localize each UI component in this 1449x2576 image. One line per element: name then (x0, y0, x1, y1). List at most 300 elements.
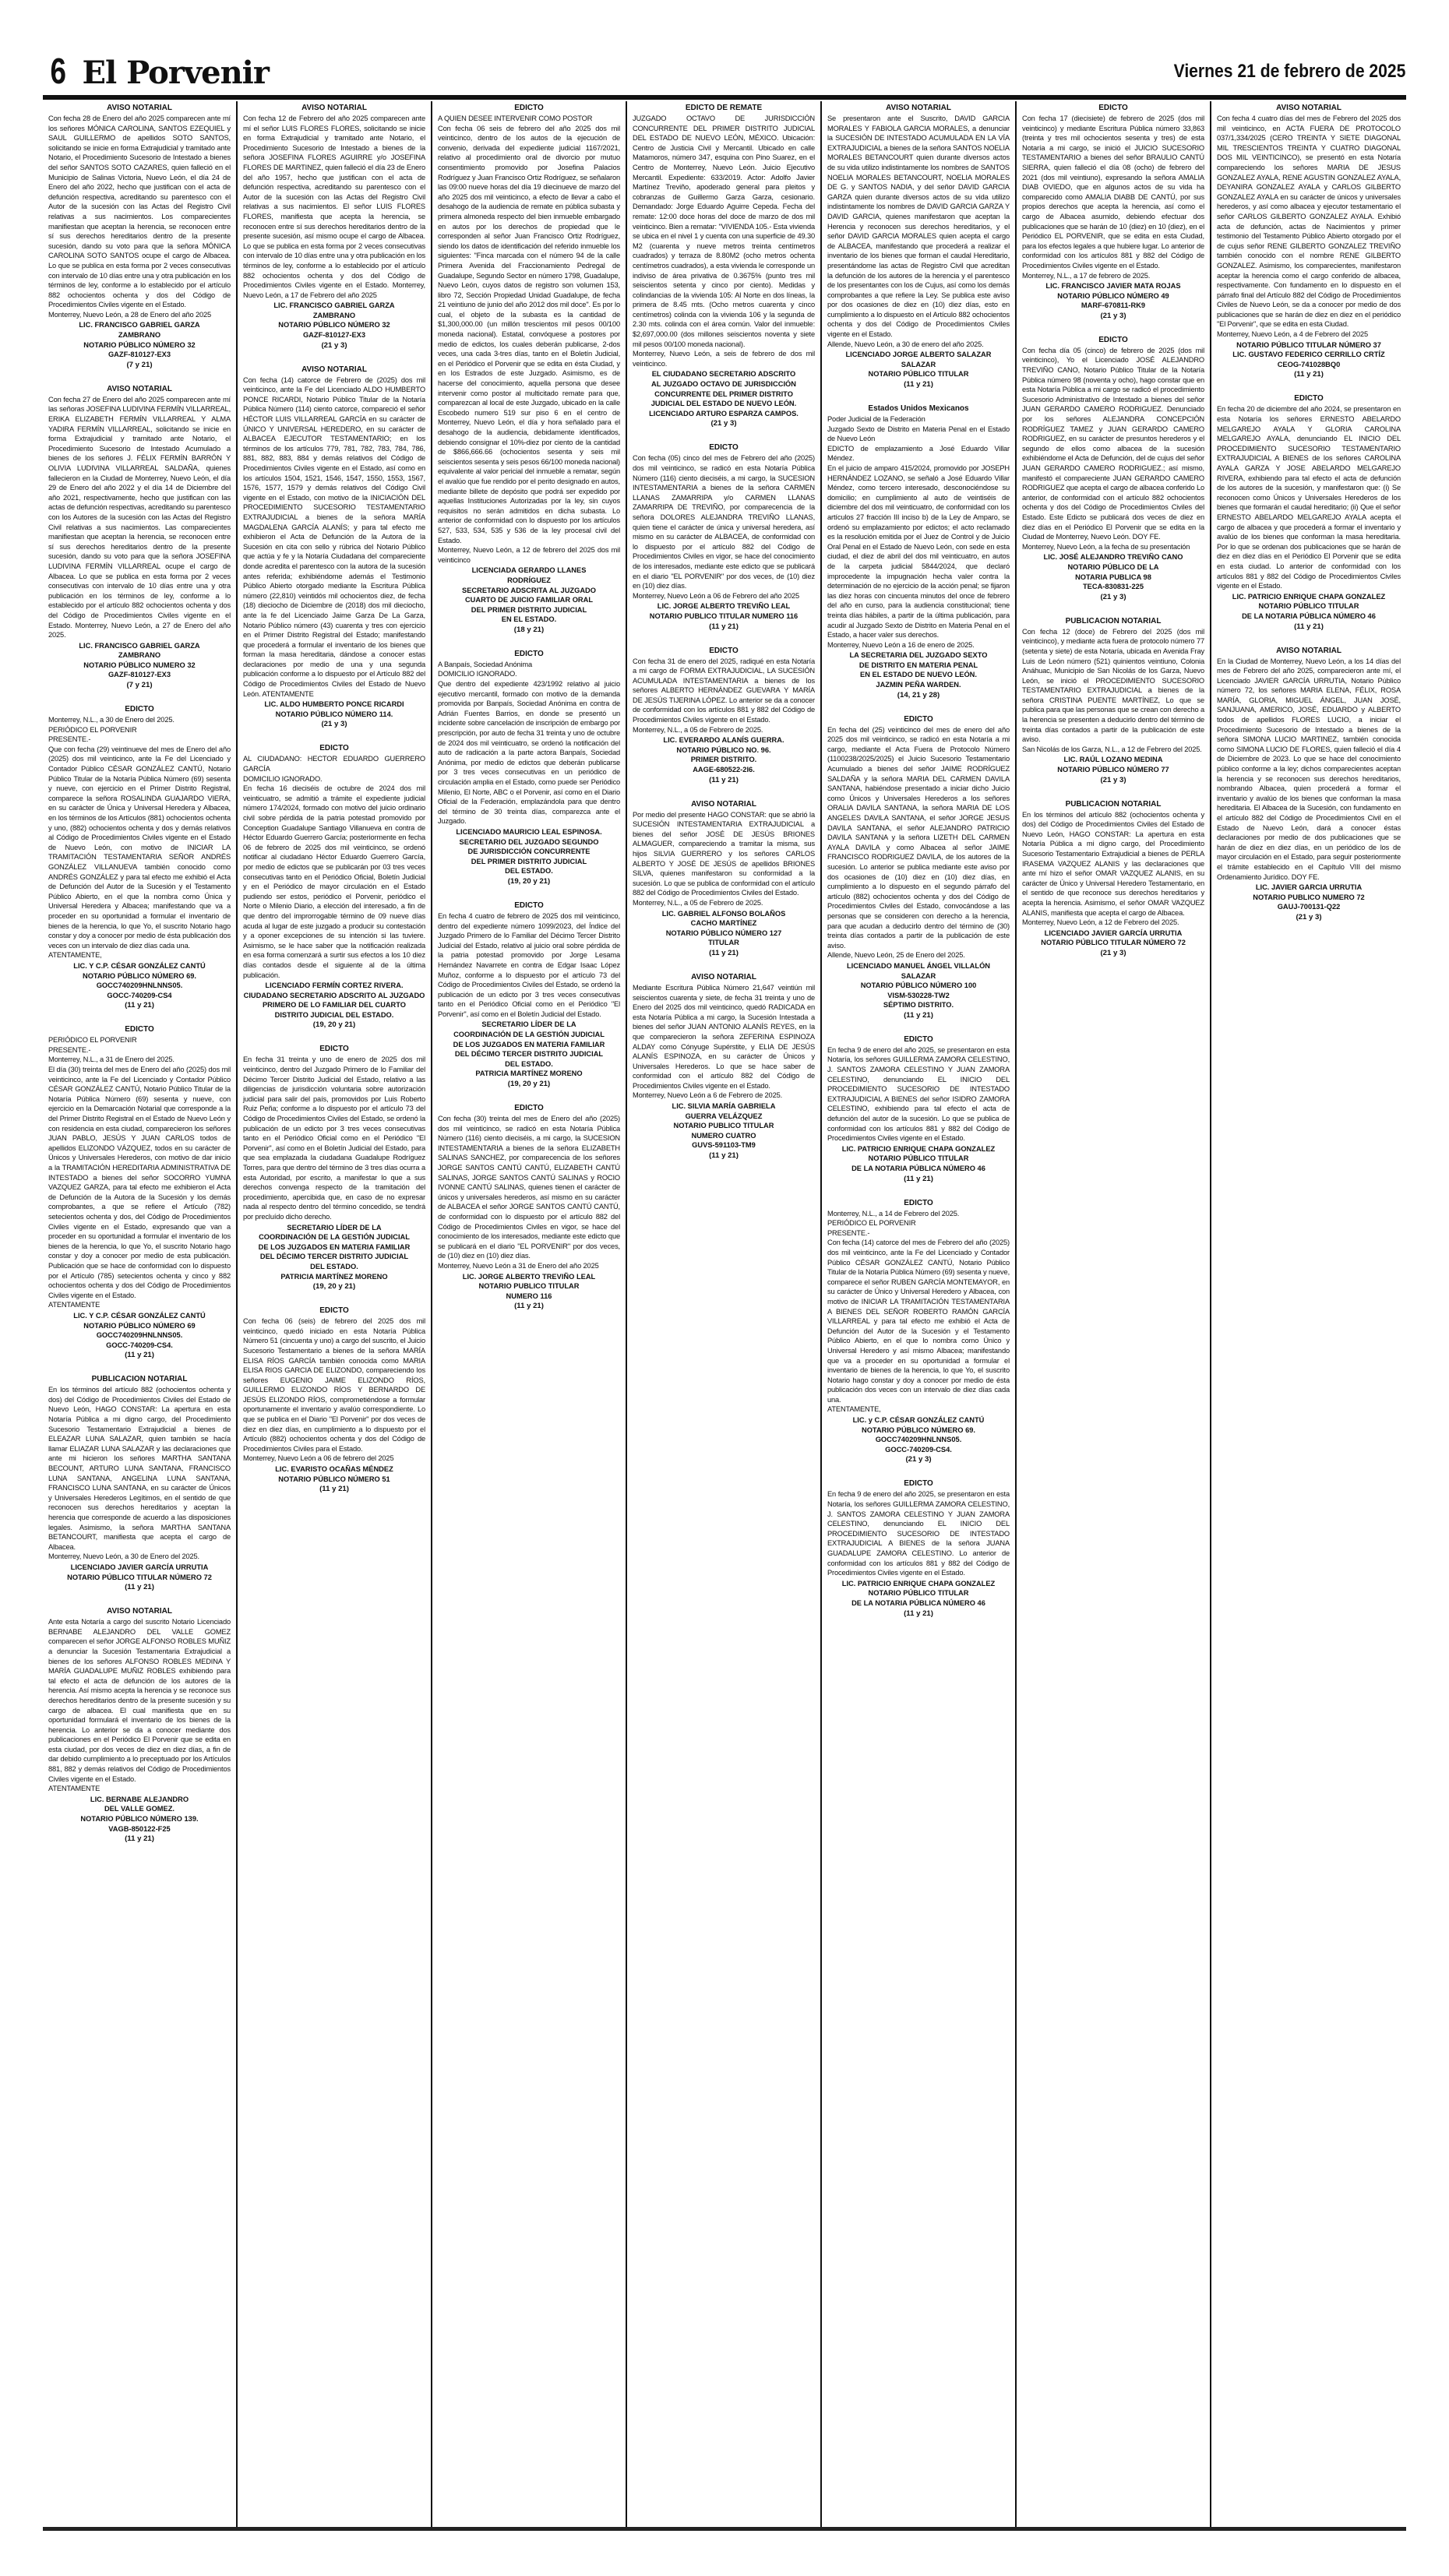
notice-paragraph: Monterrey, N.L., a 05 de Febrero de 2025. (633, 725, 763, 734)
signature-line: LICENCIADO ARTURO ESPARZA CAMPOS. (649, 409, 799, 418)
signature-line: DEL ESTADO. (505, 867, 553, 876)
signature-line: LIC. PATRICIO ENRIQUE CHAPA GONZALEZ (841, 1144, 996, 1153)
signature-line: NOTARIO PÚBLICO NÚMERO 77 (1057, 766, 1169, 774)
notice-paragraph: En fecha 9 de enero del año 2025, se presentaron en esta Notaría, los señores GUILLERMA ZAMORA CELESTINO, J. SANTOS ZAMORA CELESTINO Y JUAN ZAMORA CELESTINO, denunciando EL INICIO DEL PROCEDIMIENTO SUCESORIO DE INTESTADO EXTRAJUDICIAL A BIENES del señor ISIDRO ZAMORA CELESTINO, exhibiendo para tal efecto el acta de defunción del autor de la sucesión. Lo que se publica de conformidad con los artículos 881 y 882 del Código de Procedimientos Civiles vigente en el Estado. (827, 1045, 1010, 1143)
signature-line: ZAMBRANO (118, 331, 161, 340)
legal-notice (827, 1198, 1010, 1465)
publication-dates: (11 y 21) (904, 380, 933, 389)
signature-line: NUMERO CUATRO (691, 1131, 756, 1140)
notice-paragraph: Con fecha 27 de Enero del año 2025 comparecen ante mí las señoras JOSEFINA LUDIVINA FERMÍN VILLARREAL, ERIKA ELIZABETH FERMÍN VILLARREAL Y ALMA YADIRA FERMÍN VILLARREAL, solicitando se inicie en forma Extrajudicial y tramitado ante Notario, el Procedimiento Sucesorio de Intestado Acumulado a bienes de los señores J. FÉLIX FERMÍN BARRÓN Y OLIVIA LUDIVINA VILLARREAL SALDAÑA, quienes fallecieron en la Ciudad de Monterrey, Nuevo León, el día 29 de Enero del año 2022 y el día 14 de Diciembre del año 2021, respectivamente, hecho que justifican con las actas de defunción respectivas, acreditando su parentesco con los Autores de la sucesión con las Actas del Registro Civil relativas a sus nacimientos. Las comparecientes manifiestan que aceptan la herencia, se reconocen entre sí sus derechos hereditarios dentro de la presente sucesión, dando su voto para que la señora JOSEFINA LUDIVINA FERMÍN VILLARREAL ocupe el cargo de Albacea. Lo que se publica en esta forma por 2 veces consecutivas con intervalo de 10 días entre una y otra publicación en los términos de ley, conforme a lo establecido por el artículo 882 ochocientos ochenta y dos del Código de Procedimientos Civiles vigente en el Estado. Monterrey, Nuevo León, a 27 de Enero del año 2025. (48, 395, 231, 640)
signature-line: NOTARIA PUBLICA 98 (1075, 573, 1151, 581)
column-5 (822, 101, 1017, 2527)
notice-signature (438, 566, 620, 625)
notice-paragraph: Monterrey, Nuevo León, a seis de febrero de dos mil veinticinco. (633, 350, 815, 368)
legal-notice (243, 1044, 425, 1292)
notice-title: AVISO NOTARIAL (1276, 645, 1341, 655)
notice-paragraph: Con fecha 4 cuatro días del mes de Febrero del 2025 dos mil veinticinco, en ACTA FUERA DE PROTOCOLO 037/1,334/2025 (CERO TREINTA Y SIETE DIAGONAL MIL TRESCIENTOS TREINTA Y CUATRO DIAGONAL DOS MIL VEINTICINCO), se presentó en esta Notaría compareciendo los señores MARIA DE JESUS GONZALEZ AYALA, RENE AGUSTIN GONZALEZ AYALA, DEYANIRA GONZALEZ AYALA y CARLOS GILBERTO GONZALEZ AYALA en su carácter de únicos y universales herederos, y así como albacea y ejecutor testamentario el señor CARLOS GILBERTO GONZALEZ AYALA. Exhibió acta de defunción, actas de Nacimientos y primer testimonio del Testamento Público Abierto otorgado por el de cujus señor RENE GILBERTO GONZALEZ TREVIÑO también conocido con el nombre RENE GILBERTO GONZALEZ. Asimismo, los comparecientes, manifestaron aceptar la herencia como el cargo conferido de albacea, respectivamente. Con fundamento en lo dispuesto en el párrafo final del Artículo 882 del Código de Procedimientos Civiles de Nuevo León, se da a conocer por medio de dos publicaciones que se harán de diez en diez en el periódico "El Porvenir", que se edita en esta Ciudad. (1217, 115, 1401, 329)
publication-dates: (11 y 21) (709, 622, 739, 631)
signature-line: SÉPTIMO DISTRITO. (883, 1001, 954, 1010)
notice-body (1022, 810, 1204, 928)
column-6 (1017, 101, 1211, 2527)
publication-dates: (21 y 3) (1100, 311, 1126, 320)
signature-line: LIC. EVERARDO ALANÍS GUERRA. (663, 736, 784, 745)
signature-line: DEL PRIMER DISTRITO JUDICIAL (471, 857, 587, 865)
legal-notice (633, 799, 815, 958)
signature-line: DEL PRIMER DISTRITO JUDICIAL (471, 605, 587, 614)
notice-signature (243, 700, 425, 719)
signature-line: TECA-830831-225 (1082, 583, 1144, 591)
signature-line: LIC. JORGE ALBERTO TREVIÑO LEAL (657, 602, 791, 611)
signature-line: GAZF-810127-EX3 (108, 351, 171, 359)
notice-title: EDICTO DE REMATE (685, 103, 763, 112)
signature-line: NOTARIO PÚBLICO NUMERO 32 (83, 661, 196, 669)
signature-line: DE JURISDICCIÓN CONCURRENTE (467, 848, 591, 856)
publication-dates: (19, 20 y 21) (312, 1020, 356, 1030)
legal-notice (827, 403, 1010, 700)
notice-body (827, 1489, 1010, 1577)
notice-signature (633, 601, 815, 621)
publication-dates: (19, 20 y 21) (312, 1282, 356, 1292)
notice-title: EDICTO (1098, 103, 1128, 112)
signature-line: SECRETARIO DEL JUZGADO SEGUNDO (459, 837, 599, 846)
signature-line: GOCC-740209-CS4. (106, 1341, 173, 1349)
legal-notice (243, 103, 425, 351)
signature-line: LIC. JORGE ALBERTO TREVIÑO LEAL (462, 1272, 596, 1281)
publication-dates: (21 y 3) (905, 1455, 932, 1464)
publication-dates: (11 y 21) (319, 1485, 349, 1494)
notice-paragraph: Monterrey, Nuevo León, a 30 de Enero del 2025. (48, 1552, 199, 1561)
signature-line: LIC. PATRICIO ENRIQUE CHAPA GONZALEZ (1232, 592, 1386, 601)
notice-paragraph: A QUIEN DESEE INTERVENIR COMO POSTOR (438, 115, 593, 122)
publication-dates: (11 y 21) (904, 1609, 933, 1618)
signature-line: LIC. BERNABE ALEJANDRO (90, 1795, 189, 1803)
notice-paragraph: PERIÓDICO EL PORVENIR (48, 1036, 137, 1045)
notice-title: EDICTO (319, 743, 349, 753)
notice-title: PUBLICACION NOTARIAL (1065, 798, 1162, 809)
notice-paragraph: Monterrey, Nuevo León a 16 de enero de 2025. (827, 640, 975, 649)
notice-title: AVISO NOTARIAL (107, 383, 172, 393)
signature-line: VISM-530228-TW2 (887, 991, 950, 999)
notice-title: EDICTO (514, 900, 544, 910)
signature-line: NOTARIO PÚBLICO NÚMERO 127 (665, 929, 782, 937)
legal-notice (1022, 335, 1204, 602)
notice-title: EDICTO (514, 103, 544, 112)
notice-body (438, 911, 620, 1020)
column-2 (238, 101, 432, 2527)
notice-body (48, 395, 231, 640)
signature-line: GUERRA VELÁZQUEZ (685, 1112, 763, 1120)
notice-paragraph: Que con fecha (29) veintinueve del mes de Enero del año (2025) dos mil veinticinco, ante la Fe del Licenciado y Contador Público CÉSAR GONZÁLEZ CANTÚ, Notario Público Titular de la Notaría Pública Número (69) sesenta y nueve, con ejercicio en el Primer Distrito Registral, comparece la señora ROSALINDA GUAJARDO VIERA, en su carácter de Única y Universal Heredera y Albacea, en los términos de los Artículos (881) ochocientos ochenta y uno, (882) ochocientos ochenta y dos y demás relativos al Código de Procedimientos Civiles vigente en el Estado de Nuevo León, con motivo de INICIAR LA TRAMITACIÓN TESTAMENTARIA SEÑOR ANDRÉS GONZÁLEZ VILLANUEVA también conocido como ANDRÉS GONZÁLEZ y para tal efecto me exhibió el Acta de Defunción del Autor de la Sucesión y el Testamento Público Abierto, en el que la nombra como Única y Universal Heredera y Albacea; manifestando que va a proceder en su oportunidad a formular el inventario de bienes de la herencia, lo que Yo, el suscrito Notario hago constar y doy a conocer por medio de ésta publicación dos veces con un intervalo de diez días cada una. (48, 745, 231, 950)
notice-paragraph: Con fecha (14) catorce del mes de Febrero del año (2025) dos mil veinticinco, ante la Fe del Licenciado y Contador Público CÉSAR GONZÁLEZ CANTÚ, Notario Público Titular de la Notaría Pública Número (69) sesenta y nueve, comparece el señor RUBEN GARCÍA MONTEMAYOR, en su carácter de Único y Universal Heredero y Albacea, con motivo de INICIAR LA TRAMITACIÓN TESTAMENTARIA A BIENES DEL SEÑOR ROBERTO RAMÓN GARCÍA VILLARREAL y para tal efecto me exhibió el Acta de Defunción del Autor de la Sucesión y el Testamento Público Abierto, en el que lo nombra como Único y Universal Heredero y así mismo Albacea; manifestando que va a proceder en su oportunidad a formular el inventario de bienes de la herencia, lo que Yo, el suscrito Notario hago constar y doy a conocer por medio de ésta publicación dos veces con un intervalo de diez días cada una. (827, 1239, 1010, 1404)
notice-body (243, 114, 425, 300)
signature-line: LIC. FRANCISCO GABRIEL GARZA (273, 301, 395, 310)
signature-line: DE LA NOTARIA PÚBLICA NÚMERO 46 (851, 1165, 985, 1172)
notice-paragraph: Monterrey, Nuevo León a 06 de febrero del 2025 (243, 1454, 394, 1463)
signature-line: GUVS-591103-TM9 (692, 1141, 756, 1150)
signature-line: PRIMER DISTRITO. (690, 756, 757, 764)
footer-rule (43, 2527, 1406, 2531)
signature-line: PATRICIA MARTÍNEZ MORENO (280, 1272, 388, 1281)
legal-notice (1217, 103, 1401, 379)
publication-dates: (11 y 21) (709, 948, 739, 957)
publication-dates: (11 y 21) (125, 1001, 154, 1010)
signature-line: LIC. y C.P. CÉSAR GONZÁLEZ CANTÚ (852, 1416, 985, 1425)
signature-line: NOTARIO PÚBLICO NÚMERO 69 (83, 1321, 196, 1330)
notice-paragraph: JUZGADO OCTAVO DE JURISDICCIÓN CONCURRENTE DEL PRIMER DISTRITO JUDICIAL DEL ESTADO DE NUEVO LEÓN, MÉXICO. Ubicación: Centro de Justicia Civil y Mercantil. Ubicado en calle Matamoros, número 347, esquina con Pino Suarez, en el Centro de Monterrey, Nuevo León. Juicio Ejecutivo Mercantil. Expediente: 633/2019. Actor: Adolfo Javier Martínez Treviño, apoderado general para pleitos y cobranzas de Guillermo Garza Garza, cesionario. Demandado: Jorge Eduardo Aguirre Cepeda. Fecha del remate: 12:00 doce horas del doce de marzo de dos mil veinticinco. Bien a rematar: "VIVIENDA 105.- Esta vivienda se ubica en el nivel 1 y cuenta con una superficie de 49.30 M2 (cuarenta y nueve metros treinta centímetros cuadrados) y terraza de 8.80M2 (ocho metros ochenta centímetros cuadrados), a esta vivienda le corresponde un indiviso de área privativa de 0.3675% (punto tres mil seiscientos setenta y cinco por ciento). Medidas y colindancias de la vivienda 105: Al Norte en dos líneas, la primera de 8.45 mts. (Ocho metros cuarenta y cinco centímetros) colinda con la vivienda 106 y la segunda de 2.30 mts. colinda con el área común. Valor del inmueble: $2,697,000.00 (dos millones seiscientos noventa y siete mil pesos 00/100 moneda nacional). (633, 115, 815, 348)
publication-dates: (14, 21 y 28) (897, 690, 940, 700)
signature-line: VAGB-850122-F25 (108, 1824, 171, 1833)
notice-title: AVISO NOTARIAL (107, 1606, 172, 1616)
publication-dates: (11 y 21) (709, 1151, 739, 1161)
notice-paragraph: Mediante Escritura Pública Número 21,647 veintiún mil seiscientos cuarenta y siete, de fecha 31 treinta y uno de Enero del 2025 dos mil veinticinco, quedó RADICADA en esta Notaría Pública a mi cargo, la Sucesión Intestada a bienes del señor JUAN ANTONIO ALANÍS REYES, en la que comparecieron la señora ZEFERINA ESPINOZA ALDAY como Cónyuge Supérstite, y ELIA DE JESÚS ALANÍS ESPINOZA, en su carácter de Únicos y Universales Herederos. Lo que se hace saber de conformidad con el artículo 882 del Código de Procedimientos Civiles vigente en el Estado. (633, 983, 815, 1090)
notice-signature (438, 1272, 620, 1302)
legal-notice (827, 103, 1010, 389)
signature-line: RODRÍGUEZ (507, 576, 551, 584)
notice-title: AVISO NOTARIAL (1276, 103, 1341, 112)
notice-title: EDICTO (319, 1306, 349, 1316)
signature-line: NOTARIO PÚBLICO TITULAR NÚMERO 72 (67, 1573, 212, 1581)
notice-signature (827, 1415, 1010, 1454)
signature-line: NOTARIO PÚBLICO NÚMERO 114. (275, 710, 393, 718)
notice-paragraph: Monterrey, N.L., a 31 de Enero del 2025. (48, 1055, 175, 1064)
column-7 (1211, 101, 1406, 2527)
signature-line: LICENCIADO MANUEL ÁNGEL VILLALÓN (846, 961, 991, 970)
signature-line: CACHO MARTÍNEZ (690, 919, 757, 928)
signature-line: NOTARIO PUBLICO TITULAR (673, 1122, 774, 1130)
legal-notice (827, 714, 1010, 1020)
notice-signature (1022, 755, 1204, 774)
notice-paragraph: PRESENTE.- (827, 1228, 870, 1237)
legal-notice (827, 1034, 1010, 1184)
newspaper-logo (48, 53, 269, 91)
legal-notice (438, 649, 620, 886)
signature-line: COORDINACIÓN DE LA GESTIÓN JUDICIAL (259, 1233, 410, 1242)
publication-dates: (21 y 3) (1100, 592, 1126, 601)
notice-signature (438, 1020, 620, 1079)
notice-paragraph: Con fecha 06 seis de febrero del año 2025 dos mil veinticinco, dentro de los autos de la ejecución de convenio, derivada del expediente judicial 1167/2021, relativo al procedimiento oral de divorcio por mutuo consentimiento promovido por Josefina Palacios Rodríguez y Juan Francisco Ortiz Rodríguez, se señalaron las 09:00 nueve horas del día 19 diecinueve de marzo del año 2025 dos mil veinticinco, a efecto de llevar a cabo el desahogo de la audiencia de remate en pública subasta y primera almoneda respecto del bien inmueble embargado en autos por los derechos de propiedad que le corresponden al señor Juan Francisco Ortiz Rodríguez, siendo los datos de identificación del referido inmueble los siguientes: "Finca marcada con el número 94 de la calle Primera Avenida del Fraccionamiento Pedregal de Guadalupe, Segundo Sector en número 1798, Guadalupe, Nuevo León, cuyos datos de registro son volumen 153, libro 72, Sección Propiedad Unidad Guadalupe, de fecha 21 veintiuno de junio del año 2012 dos mil doce". Es por lo cual, el objeto de la subasta es la cantidad de $1,300,000.00 (un millón trescientos mil pesos 00/100 moneda nacional). Estatal, convóquese a postores por medio de edictos, los cuales deberán publicarse, 2-dos veces, una cada 3-tres días, tanto en el Boletín Judicial, en el Periódico el Porvenir que se edita en ésta Ciudad, y en los Estrados de este Juzgado. Asimismo, es de hacerse del conocimiento, aquella persona que desee intervenir como postor al multicitado remate para que, comparezcan al local de este Juzgado, ubicado en la calle Escobedo numero 519 sur piso 6 en el centro de Monterrey, Nuevo León, el día y hora señalado para el desahogo de la audiencia, debidamente identificados, debiendo consignar el 10%-diez por ciento de la cantidad de $866,666.66 (ochocientos sesenta y seis mil seiscientos sesenta y seis pesos 66/100 moneda nacional) equivalente al valor pericial del inmueble a rematar, según el avalúo que fue rendido por el perito designado en autos, mediante billete de depósito que podrá ser expedido por aquellas Instituciones Autorizadas por la ley, sin cuyos requisitos no serán admitidos en dicha subasta. Lo anterior de conformidad con lo dispuesto por los artículos 527, 533, 534, 535 y 536 de la ley procesal civil del Estado. (438, 124, 620, 544)
notice-paragraph: Monterrey, N.L., a 17 de febrero de 2025. (1022, 271, 1151, 280)
signature-line: NOTARIO PÚBLICO NÚMERO 32 (278, 321, 390, 329)
notice-paragraph: PRESENTE.- (48, 1045, 91, 1054)
legal-notice (1217, 646, 1401, 922)
notice-paragraph: Poder Judicial de la Federación (827, 415, 925, 424)
signature-line: LIC. JOSÉ ALEJANDRO TREVIÑO CANO (1043, 553, 1183, 562)
notice-title: PUBLICACION NOTARIAL (91, 1374, 188, 1384)
publication-dates: (19, 20 y 21) (507, 1080, 551, 1089)
signature-line: SALAZAR (901, 971, 936, 980)
signature-line: GAZF-810127-EX3 (302, 331, 366, 340)
notice-signature (48, 320, 231, 359)
signature-line: NOTARIO PÚBLICO NÚMERO 139. (80, 1815, 199, 1824)
publication-dates: (21 y 3) (1100, 948, 1126, 957)
signature-line: LIC. Y C.P. CÉSAR GONZÁLEZ CANTÚ (73, 1311, 206, 1320)
legal-notice (1022, 616, 1204, 785)
signature-line: LICENCIADO FERMÍN CORTEZ RIVERA. (265, 981, 404, 990)
notice-paragraph: Monterrey, Nuevo León, a 28 de Enero del año 2025 (48, 310, 212, 319)
notice-body (827, 1209, 1010, 1415)
notice-title: EDICTO (125, 704, 154, 714)
notice-signature (48, 961, 231, 1000)
notice-paragraph: San Nicolás de los Garza, N.L., a 12 de Febrero del 2025. (1022, 745, 1202, 753)
notice-paragraph: ATENTAMENTE, (48, 951, 102, 960)
notice-signature (48, 1311, 231, 1350)
notice-body (1217, 657, 1401, 883)
notice-body (438, 660, 620, 826)
legal-notice (243, 365, 425, 730)
notice-title: EDICTO (904, 714, 933, 724)
notice-body (243, 375, 425, 700)
signature-line: NOTARIO PUBLICO TITULAR (478, 1282, 580, 1291)
notice-paragraph: Con fecha 17 (diecisiete) de febrero de 2025 (dos mil veinticinco) y mediante Escritura Pública número 33,863 (treinta y tres mil ochocientos sesenta y tres) de esta Notaría a mi cargo, se inició el JUICIO SUCESORIO TESTAMENTARIO a bienes del señor BRAULIO CANTÚ SIERRA, quien falleció el día 08 (ocho) de febrero del 2021 (dos mil veintiuno), expresando la señora AMALIA DIAB OVIEDO, que en algunos actos de su vida ha comparecido como AMALIA DIABB DE CANTÚ, por sus propios derechos que acepta la herencia, así como el cargo de Albacea asumido, debiendo efectuar dos publicaciones que se harán de 10 (diez) en 10 (diez), en el Periódico EL PORVENIR, que se edita en esta Ciudad, para los efectos legales a que hubiere lugar. Lo anterior de conformidad con los artículos 881 y 882 del Código de Procedimientos Civiles vigente en el Estado. (1022, 115, 1204, 270)
notice-paragraph: Monterrey, N.L., a 05 de Febrero de 2025. (633, 898, 763, 907)
notice-title: EDICTO (125, 1024, 154, 1034)
notice-paragraph: En el juicio de amparo 415/2024, promovido por JOSEPH HERNÁNDEZ LOZANO, se señaló a José Eduardo Villar Méndez, como tercero interesado, desconociéndose su domicilio; en cumplimiento al auto de veintiséis de diciembre del dos mil veinticuatro, de conformidad con los artículos 27 fracción III inciso b) de la Ley de Amparo, se ordenó su emplazamiento por edictos; el acto reclamado es la resolución emitida por el Juez de Control y de Juicio Oral Penal en el Estado de Nuevo León, con sede en esta ciudad, el diez de abril del dos mil veinticuatro, en autos de la carpeta judicial 5844/2024, que declaró improcedente la impugnación hecha valer contra la determinación de no ejercicio de la acción penal; se fijaron las diez horas con cincuenta minutos del once de febrero del año en curso, para la audiencia constitucional; tiene treinta días hábiles, a partir de la última publicación, para acudir al Juzgado Sexto de Distrito en Materia Penal en el Estado, a hacer valer sus derechos. (827, 464, 1010, 640)
signature-line: NOTARIO PÚBLICO NÚMERO 100 (860, 981, 977, 990)
notice-signature (1022, 552, 1204, 591)
page-number: 6 (50, 51, 66, 91)
notice-title: EDICTO (904, 1197, 933, 1207)
legal-notice (48, 384, 231, 690)
signature-line: NOTARIO PÚBLICO TITULAR (868, 1589, 969, 1598)
signature-line: DEL DÉCIMO TERCER DISTRITO JUDICIAL (259, 1253, 409, 1261)
signature-line: JUDICIAL DEL ESTADO DE NUEVO LEÓN. (650, 400, 797, 408)
notice-paragraph: Monterrey, Nuevo León, a 12 de Febrero del 2025. (1022, 918, 1179, 927)
column-1 (43, 101, 238, 2527)
publication-dates: (11 y 21) (904, 1174, 933, 1183)
notice-signature (633, 1101, 815, 1151)
signature-line: SALAZAR (901, 360, 936, 368)
signature-line: GOCC-740209-CS4. (885, 1445, 952, 1454)
notice-signature (633, 369, 815, 418)
notice-body (243, 1055, 425, 1221)
notice-body (438, 114, 620, 565)
publication-dates: (21 y 3) (1100, 775, 1126, 784)
notice-title: AVISO NOTARIAL (107, 103, 172, 112)
notice-signature (243, 1223, 425, 1282)
notice-body (1022, 627, 1204, 755)
notice-title: AVISO NOTARIAL (301, 364, 367, 374)
signature-line: LIC. Y C.P. CÉSAR GONZÁLEZ CANTÚ (73, 961, 206, 970)
notice-paragraph: Con fecha (30) treinta del mes de Enero del año (2025) dos mil veinticinco, se radicó en esta Notaría Pública Número (116) ciento dieciséis, a mi cargo, la SUCESION INTESTAMENTARIA a bienes de la señora ELIZABETH SALINAS SANCHEZ, por comparecencia de los señores JORGE SANTOS CANTÚ CANTÚ, ELIZABETH CANTÚ SALINAS, JORGE SANTOS CANTÚ SALINAS y ROCIO IVONNE CANTÚ SALINAS, quienes tienen el carácter de únicos y universales herederos, así mismo en su carácter de ALBACEA el señor JORGE SANTOS CANTÚ CANTÚ, de conformidad con lo dispuesto por el artículo 882 del Código de Procedimientos Civiles en vigor, se hace del conocimiento de los interesados, mediante este edicto que se publicará en el diario "EL PORVENIR" por dos veces, de (10) diez en (10) diez días. (438, 1115, 620, 1260)
signature-line: DE LA NOTARIA PÚBLICA NÚMERO 46 (851, 1598, 985, 1607)
notice-title: AVISO NOTARIAL (691, 971, 756, 981)
notice-paragraph: Monterrey, Nuevo León a 6 de Febrero de 2025. (633, 1091, 783, 1100)
notice-paragraph: ATENTAMENTE, (827, 1405, 881, 1414)
signature-line: DEL ESTADO. (505, 1059, 553, 1068)
notice-signature (633, 909, 815, 948)
notice-body (48, 1385, 231, 1562)
legal-notice (1022, 799, 1204, 958)
signature-line: NOTARIO PÚBLICO NÚMERO 69. (861, 1425, 975, 1434)
notice-body (633, 453, 815, 601)
signature-line: LIC. EVARISTO OCAÑAS MÉNDEZ (275, 1465, 393, 1474)
signature-line: LICENCIADO JAVIER GARCÍA URRUTIA (1044, 929, 1183, 937)
notice-body (48, 114, 231, 319)
signature-line: NOTARIO PUBLICO NUMERO 72 (1253, 893, 1365, 901)
signature-line: SECRETARIO LÍDER DE LA (287, 1223, 382, 1232)
signature-line: GOCC-740209-CS4 (107, 991, 172, 999)
signature-line: DE LA NOTARIA PÚBLICA NÚMERO 46 (1242, 611, 1376, 620)
signature-line: NOTARIO PÚBLICO NÚMERO 49 (1057, 291, 1169, 300)
legal-notice (48, 1024, 231, 1360)
notice-body (243, 754, 425, 980)
signature-line: LIC. JAVIER GARCIA URRUTIA (1255, 883, 1363, 892)
signature-line: COORDINACIÓN DE LA GESTIÓN JUDICIAL (453, 1031, 605, 1039)
signature-line: DEL VALLE GOMEZ. (104, 1805, 175, 1813)
legal-notice (48, 704, 231, 1010)
notice-signature (827, 650, 1010, 689)
notice-paragraph: En los términos del artículo 882 (ochocientos ochenta y dos) del Código de Procedimientos Civiles del Estado de Nuevo León, HAGO CONSTAR: La apertura en esta Notaría Pública a mi digno cargo, del Procedimiento Sucesorio Testamentario Extrajudicial a bienes de PERLA IRASEMA VAZQUEZ ALANIS y las declaraciones que ante mí hizo el señor OMAR VAZQUEZ ALANIS, en su carácter de Único y Universal Heredero Testamentario, en el sentido de que reconoce sus derechos hereditarios y acepta la herencia. Asimismo, el señor OMAR VAZQUEZ ALANIS, manifiesta que acepta el cargo de Albacea. (1022, 810, 1204, 917)
notice-paragraph: Ante esta Notaría a cargo del suscrito Notario Licenciado BERNABE ALEJANDRO DEL VALLE GOMEZ comparecen el señor JORGE ALFONSO ROBLES MUÑIZ a denunciar la Sucesión Testamentaria Extrajudicial a bienes de los señores ALFONSO ROBLES MEDINA Y MARÍA GUADALUPE MUÑIZ ROBLES exhibiendo para tal efecto el acta de defunción de los autores de la herencia. Así mismo acepta la herencia y se reconoce sus derechos hereditarios dentro de la presente sucesión y su cargo de albacea. El cual manifiesta que en su oportunidad formulará el inventario de los bienes de la herencia. Lo anterior se da a conocer mediante dos publicaciones en el Periódico El Porvenir que se edita en esta ciudad, por dos veces de diez en diez días, a fin de dar debido cumplimiento a lo preceptuado por los Artículos 881, 882 y demás relativos del Código de Procedimientos Civiles vigente en el Estado. (48, 1618, 231, 1783)
signature-line: LICENCIADO JORGE ALBERTO SALAZAR (845, 351, 992, 359)
signature-line: NOTARIO PÚBLICO TITULAR (868, 1154, 969, 1163)
legal-notice (48, 1606, 231, 1844)
notice-signature (243, 301, 425, 340)
notice-paragraph: Por medio del presente HAGO CONSTAR: que se abrió la SUCESIÓN INTESTAMENTARIA EXTRAJUDICIAL a bienes del señor JOSÉ DE JESÚS BRIONES ALMAGUER, compareciendo a tramitar la misma, sus hijos SILVIA GUERRERO y los señores CARLOS ALBERTO Y JOSÉ DE JESÚS de apellidos BRIONES SILVA, quienes manifestaron su conformidad a la sucesión. Lo que se publica de conformidad con el artículo 882 del Código de Procedimientos Civiles del Estado. (633, 810, 815, 897)
notice-title: EDICTO (514, 648, 544, 658)
signature-line: LIC. FRANCISCO GABRIEL GARZA (79, 321, 200, 329)
signature-line: NUMERO 116 (506, 1292, 552, 1300)
notice-body (1022, 346, 1204, 551)
signature-line: CIUDADANO SECRETARIO ADSCRITO AL JUZGADO (243, 991, 425, 999)
notice-body (633, 657, 815, 735)
notice-paragraph: PERIÓDICO EL PORVENIR (48, 725, 137, 734)
notice-paragraph: En fecha 16 dieciséis de octubre de 2024 dos mil veinticuatro, se admitió a trámite el expediente judicial número 174/2024, formado con motivo del juicio ordinario civil sobre pérdida de la patria potestad promovido por Conception Guadalupe Santiago Villanueva en contra de Héctor Eduardo Guerrero García; posteriormente en fecha 06 de febrero de 2025 dos mil veinticinco, se ordenó notificar al ciudadano Héctor Eduardo Guerrero García, por medio de edictos que se publicarán por 03 tres veces consecutivas tanto en el Periódico Oficial, Boletín Judicial y en el Periódico de mayor circulación en el Estado pudiendo ser estos, periódico el Porvenir, periódico el Norte o Milenio Diario, a elección del interesado, a fin de que dentro del improrrogable término de 09 nueve días acuda al lugar de este juzgado a producir su contestación y a oponer excepciones de su intención si las tuviere. Asimismo, se le hace saber que la notificación realizada en esa forma comenzará a surtir sus efectos a los 10 diez días contados desde el siguiente al de la última publicación. (243, 784, 425, 979)
legal-notice (633, 442, 815, 631)
legal-notice (243, 743, 425, 1030)
publication-dates: (11 y 21) (1294, 622, 1324, 631)
signature-line: GOCC740209HNLNNS05. (96, 1331, 183, 1340)
publication-dates: (11 y 21) (125, 1583, 154, 1592)
legal-notice (48, 103, 231, 370)
signature-line: NOTARIO PÚBLICO TITULAR NÚMERO 37 (1236, 340, 1381, 349)
notice-title: PUBLICACION NOTARIAL (1065, 615, 1162, 625)
notice-title: EDICTO (319, 1044, 349, 1054)
legal-notice (633, 646, 815, 785)
notice-signature (48, 1563, 231, 1582)
notice-title: AVISO NOTARIAL (691, 798, 756, 809)
notice-paragraph: Se presentaron ante el Suscrito, DAVID GARCIA MORALES Y FABIOLA GARCIA MORALES, a denunciar la SUCESIÓN DE INTESTADO ACUMULADA EN LA VÍA EXTRAJUDICIAL a bienes de la señora SANTOS NOELIA MORALES BETANCOURT quien durante diversos actos de su vida utilizo indistintamente los nombres de SANTOS NOELIA MORALES BETANCOURT, NOELIA MORALES DE G. y SANTOS NADIA, y del señor DAVID GARCIA GARZA quien durante diversos actos de su vida utilizo indistintamente los nombres de DAVID GARCIA GARZA Y DAVID GARCIA, quienes manifestaron que aceptan la Herencia y reconocen sus derechos hereditarios, y el señor DAVID GARCIA MORALES quien acepta el cargo de ALBACEA, manifestando que procederá a realizar el inventario de los bienes que forman el caudal Hereditario, presentándome las actas de Registro Civil que acreditan la defunción de los autores de la herencia y el parentesco de los presentantes con los de Cujus, así como los demás comprobantes a que refiere la Ley. Se publica este aviso por dos ocasiones de diez en (10) diez días, esto en cumplimiento a lo dispuesto en el Artículo 882 ochocientos ochenta y dos del Código de Procedimientos Civiles vigente en el Estado. (827, 115, 1010, 339)
signature-line: LIC. FRANCISCO JAVIER MATA ROJAS (1045, 282, 1181, 291)
notice-body (633, 983, 815, 1101)
notice-title: Estados Unidos Mexicanos (868, 403, 969, 414)
notice-signature (438, 827, 620, 876)
column-4 (627, 101, 822, 2527)
signature-line: CONCURRENTE DEL PRIMER DISTRITO (654, 389, 793, 398)
notice-paragraph: El día (30) treinta del mes de Enero del año (2025) dos mil veinticinco, ante la Fe del Licenciado y Contador Público CÉSAR GONZÁLEZ CANTÚ, Notario Público Titular de la Notaría Pública Número (69) sesenta y nueve, con ejercicio en la Demarcación Notarial que corresponde a la del Primer Distrito Registral en el Estado de Nuevo León y con residencia en esta ciudad, comparecieron los señores JUAN PABLO, JESÚS Y JUAN CARLOS todos de apellidos ELIZONDO VÁZQUEZ, todos en su carácter de Únicos y Universales Herederos, con motivo de dar inicio a la TRAMITACIÓN HEREDITARIA ADMINISTRATIVA DE INTESTADO a bienes del señor SOCORRO YUMNA VAZQUEZ GARZA, para tal efecto me exhibieron el Acta de Defunción de la Autora de la Sucesión y los demás comprobantes, a que se refiere el Artículo (782) setecientos ochenta y dos, del Código de Procedimientos Civiles vigente en el Estado, expresando que van a proceder en su oportunidad a formular el inventario de los bienes de la herencia, lo que Yo, el suscrito Notario hago constar y doy a conocer por medio de esta publicación. Publicación que se hace de conformidad con lo dispuesto por el Artículo (785) setecientos ochenta y cinco y 882 ochocientos ochenta y dos del Código de Procedimientos Civiles vigente en el Estado. (48, 1066, 231, 1299)
signature-line: NOTARIO PUBLICO TITULAR NUMERO 116 (649, 611, 799, 620)
publication-dates: (21 y 3) (710, 419, 737, 428)
notice-paragraph: PRESENTE.- (48, 735, 91, 744)
notice-signature (48, 1795, 231, 1834)
signature-line: LIC. GABRIEL ALFONSO BOLAÑOS (661, 909, 786, 918)
notice-paragraph: ATENTAMENTE (48, 1301, 100, 1309)
legal-notice (243, 1306, 425, 1494)
notice-title: EDICTO (904, 1034, 933, 1044)
signature-line: DEL DÉCIMO TERCER DISTRITO JUDICIAL (454, 1050, 604, 1059)
legal-notice (438, 900, 620, 1089)
signature-line: SECRETARIO ADSCRITA AL JUZGADO (462, 586, 596, 594)
notice-body (827, 114, 1010, 349)
notices-columns (43, 101, 1406, 2527)
legal-notice (633, 972, 815, 1161)
notice-title: AVISO NOTARIAL (886, 103, 951, 112)
signature-line: GOCC740209HNLNNS05. (96, 981, 183, 990)
signature-line: AAGE-680522-2I6. (693, 766, 755, 774)
notice-paragraph: Con fecha 31 de enero del 2025, radiqué en esta Notaría a mi cargo de FORMA EXTRAJUDICIAL, LA SUCESIÓN ACUMULADA INTESTAMENTARIA a bienes de los señores ALBERTO HERNÁNDEZ GUEVARA Y MARÍA DE JESÚS TIJERINA LÓPEZ. Lo anterior se da a conocer de conformidad con los artículos 881 y 882 del Código de Procedimientos Civiles vigente en el Estado. (633, 657, 815, 724)
notice-paragraph: Con fecha 06 (seis) de febrero del 2025 dos mil veinticinco, quedó iniciado en esta Notaría Pública Número 51 (cincuenta y uno) a cargo del suscrito, el Juicio Sucesorio Testamentario a bienes de la señora MARÍA ELISA RÍOS GARCÍA también conocida como MARIA ELISA RIOS GARCIA DE ELIZONDO, compareciendo los señores EUGENIO JAIME ELIZONDO RÍOS, GUILLERMO ELIZONDO RÍOS Y BERNARDO DE JESÚS ELIZONDO RÍOS, comprometiéndose a formular oportunamente el inventario y avalúo correspondiente. Lo que se publica en el Diario "El Porvenir" por dos veces de diez en diez días, en cumplimiento a lo dispuesto por el Artículo (882) ochocientos ochenta y dos del Código de Procedimientos Civiles para el Estado. (243, 1317, 425, 1453)
notice-paragraph: PERIÓDICO EL PORVENIR (827, 1219, 916, 1228)
notice-signature (827, 961, 1010, 1010)
notice-paragraph: Allende, Nuevo León, a 30 de enero del año 2025. (827, 340, 984, 348)
notice-body (827, 725, 1010, 960)
signature-line: SECRETARIO LÍDER DE LA (481, 1020, 576, 1029)
signature-line: EN EL ESTADO DE NUEVO LEÓN. (860, 671, 977, 679)
notice-paragraph: Con fecha (14) catorce de Febrero de (2025) dos mil veinticinco, ante la Fe del Licenciado ALDO HUMBERTO PONCE RICARDI, Notario Público Titular de la Notaría Pública Número (114) ciento catorce, compareció el señor HÉCTOR LUIS VILLARREAL GARCÍA en su carácter de ÚNICO Y UNIVERSAL HEREDERO, en su carácter de ALBACEA EJECUTOR TESTAMENTARIO; en los términos de los artículos 779, 781, 782, 783, 784, 786, 881, 882, 883, 884 y demás relativos del Código de Procedimientos Civiles vigente en el Estado, así como en los artículos 1504, 1521, 1546, 1547, 1550, 1553, 1567, 1576, 1577, 1579 y demás relativos del Código Civil vigente en el Estado, con motivo de la INICIACIÓN DEL PROCEDIMIENTO SUCESORIO TESTAMENTARIO EXTRAJUDICIAL a bienes de la señora MARÍA MAGDALENA GARCÍA ALANÍS; y para tal efecto me exhibieron el Acta de Defunción de la Autora de la Sucesión en cita con sello y rúbrica del Notario Público que actúa y fe y la Notaría Ciudadana del compareciente donde acredita el parentesco con la autora de la sucesión antes referida; exhibiéndome además el Testimonio Público Abierto otorgado mediante la Escritura Pública número (22,810) veintidós mil ochocientos diez, de fecha (18) dieciocho de Diciembre de (2018) dos mil dieciocho, ante la fe del Licenciado Jaime Garza De La Garza, Notario Público número (43) cuarenta y tres con ejercicio en el Primer Distrito Registral del Estado; manifestando que procederá a formular el inventario de los bienes que forman la masa hereditaria, dándose a conocer estas declaraciones por medio de una y una segunda publicación conforme a lo dispuesto por el Artículo 882 del Código de Procedimientos Civiles del Estado de Nuevo León. ATENTAMENTE (243, 375, 425, 698)
notice-body (1217, 114, 1401, 340)
publication-dates: (7 y 21) (126, 360, 153, 369)
publication-dates: (18 y 21) (513, 625, 545, 634)
signature-line: DE DISTRITO EN MATERIA PENAL (858, 661, 978, 669)
publication-dates: (11 y 21) (1294, 370, 1324, 379)
notice-paragraph: Con fecha (05) cinco del mes de Febrero del año (2025) dos mil veinticinco, se radicó en esta Notaría Pública Número (116) ciento dieciséis, a mi cargo, la SUCESION INTESTAMENTARIA a bienes de la señora CARMEN LLANAS ZAMARRIPA y/o CARMEN LLANAS ZAMARRIPA DE TREVIÑO, por comparecencia de la señora DOLORES ALEJANDRA TREVIÑO LLANAS, quien tiene el carácter de única y universal heredera, así mismo en su carácter de ALBACEA, de conformidad con lo dispuesto por el artículo 882 del Código de Procedimientos Civiles en vigor, se hace del conocimiento de los interesados, mediante este edicto que se publicará en el diario "EL PORVENIR" por dos veces, de (10) diez en (10) diez días. (633, 454, 815, 590)
signature-line: EN EL ESTADO. (501, 615, 557, 624)
signature-line: ZAMBRANO (118, 651, 161, 660)
notice-paragraph: Que dentro del expediente 423/1992 relativo al juicio ejecutivo mercantil, formado con motivo de la demanda promovida por Banpaís, Sociedad Anónima en contra de Adrián Fuentes Barrios, en donde se presentó un incidente sobre cancelación de inscripción de embargo por prescripción, por auto de fecha 31 treinta y uno de octubre de 2024 dos mil veinticuatro, se ordenó la notificación del auto de radicación a la parte actora Banpaís, Sociedad Anónima, por medio de edictos que deberán publicarse por 3 tres veces consecutivas en un periódico de circulación amplia en el Estado, como puede ser Periódico Milenio, El Norte, ABC o el Porvenir, así como en el Diario Oficial de la Federación, emplazándola para que dentro del término de 30 treinta días, comparezca ante el Juzgado. (438, 680, 620, 826)
notice-title: EDICTO (1294, 393, 1324, 403)
signature-line: LICENCIADA GERARDO LLANES (471, 566, 587, 575)
notice-title: AVISO NOTARIAL (301, 103, 367, 112)
signature-line: DEL ESTADO. (310, 1262, 358, 1270)
notice-paragraph: Juzgado Sexto de Distrito en Materia Penal en el Estado de Nuevo León (827, 425, 1010, 443)
masthead-rule (43, 95, 1406, 100)
signature-line: EL CIUDADANO SECRETARIO ADSCRITO (651, 370, 796, 379)
signature-line: AL JUZGADO OCTAVO DE JURISDICCIÓN (651, 380, 796, 389)
notice-title: EDICTO (904, 1478, 933, 1489)
publication-dates: (11 y 21) (514, 1302, 544, 1311)
publication-dates: (19, 20 y 21) (507, 876, 551, 886)
notice-paragraph: AL CIUDADANO: HECTOR EDUARDO GUERRERO GARCÍA (243, 755, 425, 774)
legal-notice (48, 1374, 231, 1592)
signature-line: LIC. FRANCISCO GABRIEL GARZA (79, 641, 200, 650)
notice-paragraph: Allende, Nuevo León, 25 de Enero del 2025. (827, 951, 965, 960)
notice-body (827, 414, 1010, 650)
publication-dates: (11 y 21) (709, 775, 739, 784)
notice-paragraph: En la Ciudad de Monterrey, Nuevo León, a los 14 días del mes de Febrero del año 2025, comparecieron ante mí, el Licenciado JAVIER GARCÍA URRUTIA, Notario Público número 72, los señores MARIA ELENA, FÉLIX, ROSA MARÍA, GLORIA, MIGUEL ÁNGEL, JUAN JOSÉ, SANJUANA, AMERICO, JOSÉ, EDUARDO y ALBERTO todos de apellidos FLORES LUCIO, a iniciar el Procedimiento Sucesorio de Intestado a bienes de la señora SIMONA LUCIO MARTINEZ, también conocida como SIMONA LUCIO DE FLORES, quien falleció el día 4 de Diciembre de 2023. Lo que se hace del conocimiento público conforme a la ley; dichos comparecientes aceptan la herencia y se reconocen sus derechos hereditarios, nombrando Albacea, quien procederá a formar el inventario y avalúo de los bienes que conforman la masa hereditaria. El Albacea de la Sucesión, con fundamento en el artículo 882 del Código de Procedimientos Civil en el Estado de Nuevo León, dará a conocer éstas declaraciones por medio de dos publicaciones que se harán de diez en diez días, en un periódico de los de mayor circulación en el Estado, para seguir posteriormente el trámite establecido en el Capítulo VIII del mismo Ordenamiento Jurídico. DOY FE. (1217, 657, 1401, 881)
notice-signature (633, 735, 815, 774)
notice-title: EDICTO (709, 645, 739, 655)
notice-paragraph: Monterrey, Nuevo León, a 4 de Febrero del 2025 (1217, 330, 1368, 339)
signature-line: GAUJ-700131-Q22 (1277, 903, 1341, 911)
signature-line: NOTARIO PÚBLICO TITULAR NÚMERO 72 (1041, 939, 1186, 947)
notice-title: EDICTO (1098, 334, 1128, 344)
notice-body (48, 1617, 231, 1794)
signature-line: DE LOS JUZGADOS EN MATERIA FAMILIAR (258, 1242, 411, 1251)
notice-signature (1217, 340, 1401, 370)
notice-paragraph: Monterrey, N.L., a 14 de Febrero del 2025. (827, 1209, 960, 1218)
notice-signature (1022, 929, 1204, 948)
signature-line: NOTARIO PÚBLICO NO. 96. (676, 745, 771, 754)
notice-body (48, 1035, 231, 1310)
signature-line: LIC. ALDO HUMBERTO PONCE RICARDI (264, 700, 404, 709)
masthead (48, 53, 1405, 89)
signature-line: TITULAR (708, 939, 739, 947)
legal-notice (633, 103, 815, 428)
signature-line: ZAMBRANO (312, 311, 356, 319)
publication-dates: (7 y 21) (126, 681, 153, 690)
signature-line: LIC. RAÚL LOZANO MEDINA (1063, 756, 1163, 764)
notice-paragraph: ATENTAMENTE (48, 1785, 100, 1793)
